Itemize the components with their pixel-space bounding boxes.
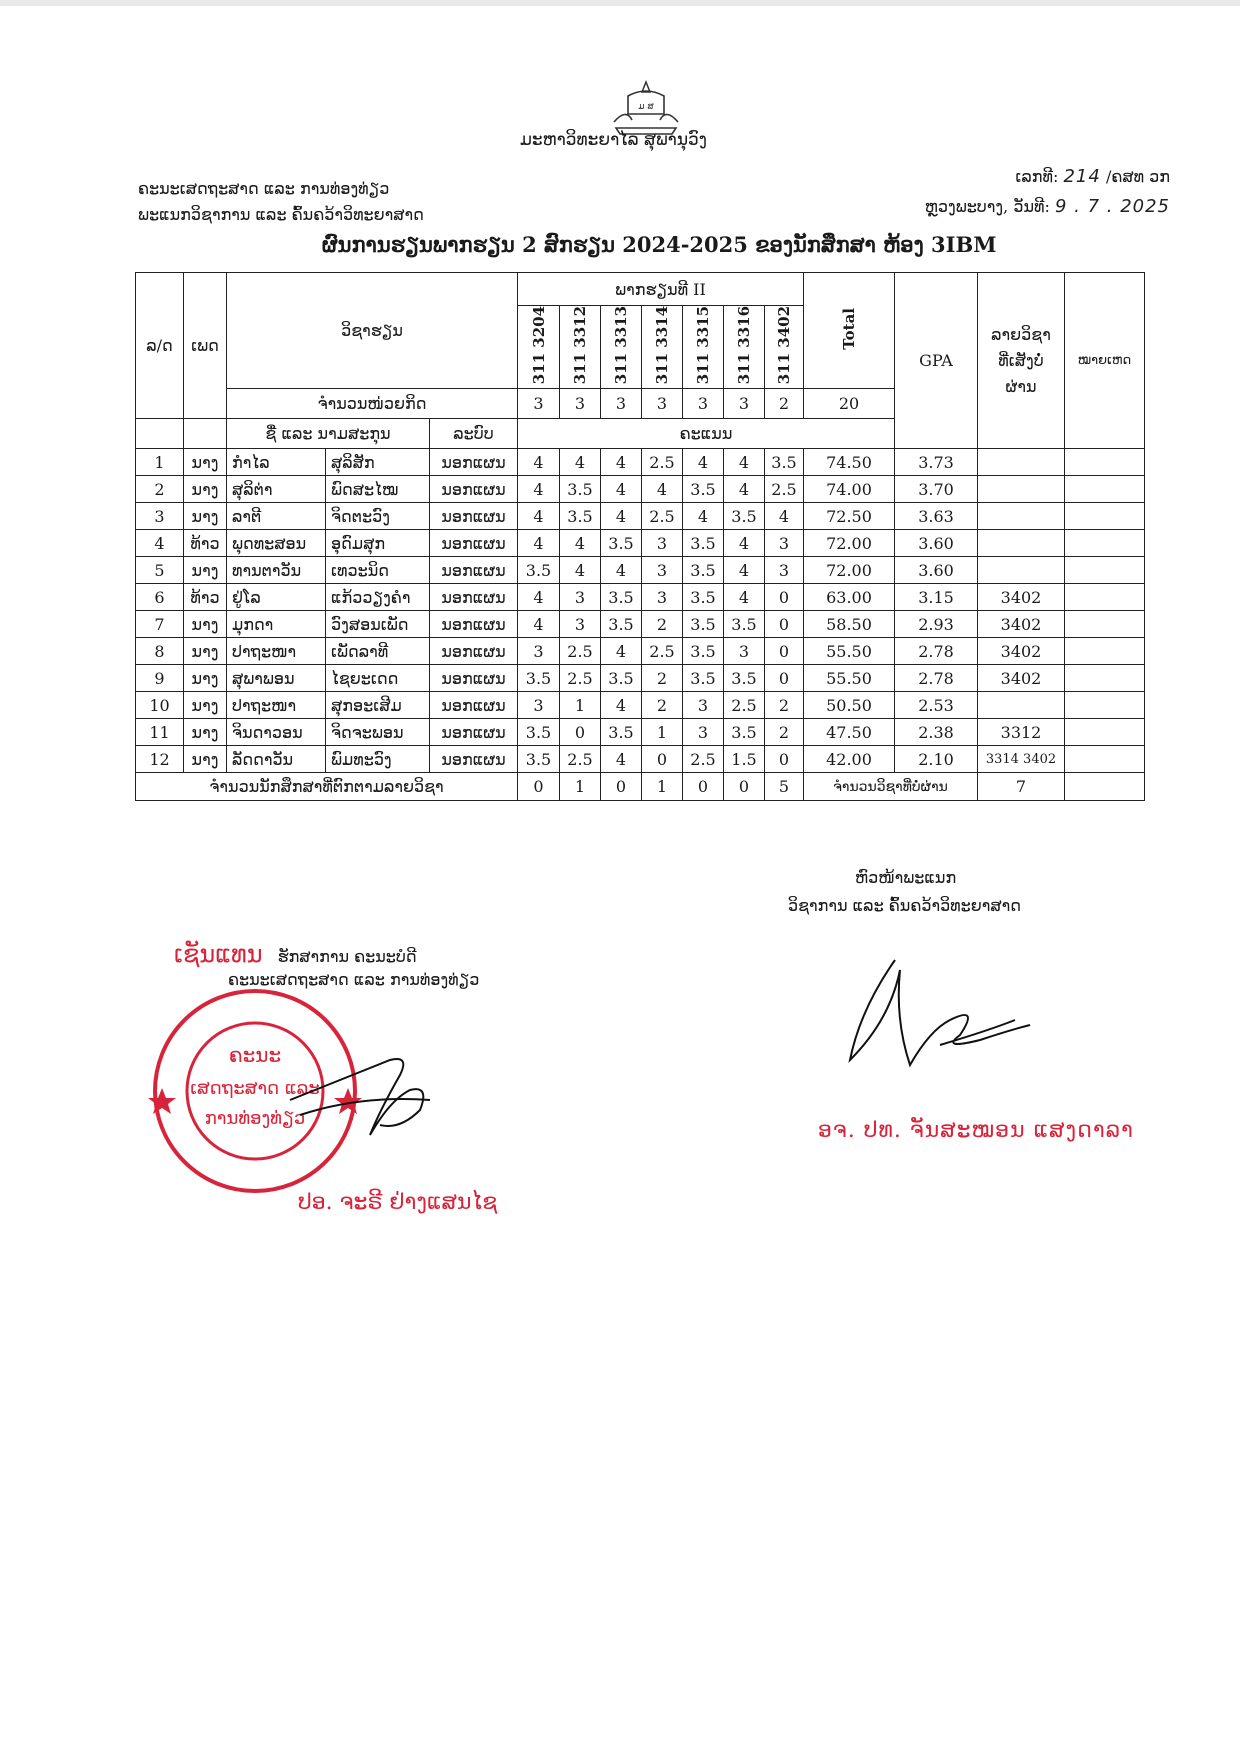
row-total: 72.00 bbox=[804, 557, 895, 584]
score-cell: 2.5 bbox=[560, 746, 601, 773]
row-remarks bbox=[1065, 530, 1145, 557]
scan-edge bbox=[0, 0, 1240, 6]
course-code: 311 3315 bbox=[694, 306, 712, 385]
row-remarks bbox=[1065, 746, 1145, 773]
row-gender: ນາງ bbox=[184, 449, 227, 476]
score-cell: 2 bbox=[642, 665, 683, 692]
row-gpa: 2.78 bbox=[895, 638, 978, 665]
failed-count-cell: 0 bbox=[601, 773, 642, 801]
row-gpa: 3.63 bbox=[895, 503, 978, 530]
score-cell: 3 bbox=[560, 584, 601, 611]
failed-count-cell: 0 bbox=[518, 773, 560, 801]
row-last-name: ເທວະນິດ bbox=[326, 557, 430, 584]
row-gender: ນາງ bbox=[184, 611, 227, 638]
score-cell: 2.5 bbox=[642, 503, 683, 530]
score-cell: 0 bbox=[765, 611, 804, 638]
row-remarks bbox=[1065, 611, 1145, 638]
row-system: ນອກແຜນ bbox=[430, 638, 518, 665]
gender-header: ເພດ bbox=[184, 273, 227, 419]
row-first-name: ສຸພາພອນ bbox=[227, 665, 326, 692]
score-cell: 4 bbox=[560, 449, 601, 476]
course-code: 311 3402 bbox=[775, 306, 793, 385]
row-last-name: ວົງສອນເພັດ bbox=[326, 611, 430, 638]
score-cell: 2.5 bbox=[560, 638, 601, 665]
semester-header: ພາກຮຽນທີ II bbox=[518, 273, 804, 306]
row-first-name: ພຸດທະສອນ bbox=[227, 530, 326, 557]
failed-count-label: ຈຳນວນນັກສຶກສາທີ່ຕົກຕາມລາຍວິຊາ bbox=[136, 773, 518, 801]
score-cell: 4 bbox=[601, 449, 642, 476]
footer-row bbox=[136, 773, 1145, 801]
subjects-header: ວິຊາຮຽນ bbox=[227, 273, 518, 389]
row-gender: ນາງ bbox=[184, 638, 227, 665]
row-system: ນອກແຜນ bbox=[430, 746, 518, 773]
score-cell: 4 bbox=[518, 449, 560, 476]
name-header: ຊື່ ແລະ ນາມສະກຸນ bbox=[227, 419, 430, 449]
score-cell: 3.5 bbox=[683, 557, 724, 584]
row-system: ນອກແຜນ bbox=[430, 719, 518, 746]
row-gpa: 3.73 bbox=[895, 449, 978, 476]
score-cell: 4 bbox=[518, 503, 560, 530]
ref-label: ເລກທີ: bbox=[1015, 167, 1059, 186]
table-row bbox=[136, 476, 1145, 503]
score-cell: 3.5 bbox=[683, 584, 724, 611]
score-cell: 3.5 bbox=[724, 665, 765, 692]
system-header: ລະບົບ bbox=[430, 419, 518, 449]
row-failed-codes: 3402 bbox=[978, 611, 1065, 638]
score-cell: 2 bbox=[642, 611, 683, 638]
score-cell: 2.5 bbox=[724, 692, 765, 719]
total-header bbox=[804, 273, 895, 389]
row-gender: ນາງ bbox=[184, 503, 227, 530]
row-system: ນອກແຜນ bbox=[430, 449, 518, 476]
credit-cell: 3 bbox=[724, 389, 765, 419]
row-last-name: ສຸລິສັກ bbox=[326, 449, 430, 476]
row-gender: ນາງ bbox=[184, 476, 227, 503]
score-cell: 0 bbox=[560, 719, 601, 746]
row-failed-codes bbox=[978, 692, 1065, 719]
remarks-header: ໝາຍເຫດ bbox=[1065, 273, 1145, 449]
row-first-name: ລັດດາວັນ bbox=[227, 746, 326, 773]
row-gender: ນາງ bbox=[184, 665, 227, 692]
row-no: 11 bbox=[136, 719, 184, 746]
ref-line bbox=[870, 162, 1170, 192]
score-cell: 3.5 bbox=[601, 665, 642, 692]
row-failed-codes bbox=[978, 503, 1065, 530]
row-no: 1 bbox=[136, 449, 184, 476]
date-value: 9 . 7 . 2025 bbox=[1054, 196, 1170, 217]
row-system: ນອກແຜນ bbox=[430, 557, 518, 584]
course-code: 311 3313 bbox=[612, 306, 630, 385]
score-cell: 3.5 bbox=[683, 638, 724, 665]
score-cell: 3.5 bbox=[518, 746, 560, 773]
row-no: 8 bbox=[136, 638, 184, 665]
row-last-name: ໄຊຍະເດດ bbox=[326, 665, 430, 692]
dept-sign-label: ວິຊາການ ແລະ ຄົ້ນຄວ້າວິທະຍາສາດ bbox=[788, 896, 1021, 915]
score-cell: 3.5 bbox=[560, 503, 601, 530]
course-code: 311 3314 bbox=[653, 306, 671, 385]
row-total: 63.00 bbox=[804, 584, 895, 611]
row-total: 55.50 bbox=[804, 665, 895, 692]
row-failed-codes: 3314 3402 bbox=[978, 746, 1065, 773]
row-gender: ນາງ bbox=[184, 692, 227, 719]
score-cell: 3.5 bbox=[683, 476, 724, 503]
score-cell: 0 bbox=[765, 665, 804, 692]
failed-count-cell: 1 bbox=[642, 773, 683, 801]
score-cell: 4 bbox=[642, 476, 683, 503]
row-remarks bbox=[1065, 584, 1145, 611]
ref-number: 214 bbox=[1063, 166, 1101, 187]
failed-subjects-label: ຈຳນວນວິຊາທີ່ບໍ່ຜ່ານ bbox=[804, 773, 978, 801]
failed-count-cell: 0 bbox=[683, 773, 724, 801]
score-cell: 0 bbox=[765, 638, 804, 665]
score-cell: 4 bbox=[601, 746, 642, 773]
score-cell: 4 bbox=[601, 503, 642, 530]
score-cell: 2.5 bbox=[560, 665, 601, 692]
behalf-role: ຮັກສາການ ຄະນະບໍດີ bbox=[277, 947, 417, 966]
row-gpa: 2.93 bbox=[895, 611, 978, 638]
row-failed-codes: 3312 bbox=[978, 719, 1065, 746]
row-no: 7 bbox=[136, 611, 184, 638]
score-cell: 3.5 bbox=[601, 530, 642, 557]
row-no: 5 bbox=[136, 557, 184, 584]
score-cell: 4 bbox=[683, 449, 724, 476]
score-cell: 4 bbox=[724, 449, 765, 476]
score-cell: 1 bbox=[642, 719, 683, 746]
behalf-faculty: ຄະນະເສດຖະສາດ ແລະ ການທ່ອງທ່ຽວ bbox=[228, 970, 480, 989]
score-cell: 2 bbox=[765, 719, 804, 746]
table-row bbox=[136, 746, 1145, 773]
stamp-line-1: ຄະນະ bbox=[228, 1043, 282, 1067]
score-cell: 4 bbox=[724, 557, 765, 584]
row-system: ນອກແຜນ bbox=[430, 503, 518, 530]
row-gender: ນາງ bbox=[184, 719, 227, 746]
row-last-name: ເພັດລາທີ bbox=[326, 638, 430, 665]
score-cell: 4 bbox=[765, 503, 804, 530]
row-remarks bbox=[1065, 692, 1145, 719]
row-last-name: ຈິດຕະວົງ bbox=[326, 503, 430, 530]
course-code: 311 3312 bbox=[571, 306, 589, 385]
score-cell: 3 bbox=[642, 557, 683, 584]
course-code: 311 3316 bbox=[735, 306, 753, 385]
stamp-line-2: ເສດຖະສາດ ແລະ bbox=[190, 1078, 320, 1099]
row-gpa: 3.70 bbox=[895, 476, 978, 503]
score-cell: 0 bbox=[642, 746, 683, 773]
row-gpa: 3.60 bbox=[895, 557, 978, 584]
row-total: 50.50 bbox=[804, 692, 895, 719]
table-row bbox=[136, 611, 1145, 638]
row-first-name: ປາຖະໜາ bbox=[227, 638, 326, 665]
row-total: 42.00 bbox=[804, 746, 895, 773]
score-cell: 3 bbox=[683, 692, 724, 719]
date-label: ຫຼວງພະບາງ, ວັນທີ: bbox=[924, 197, 1050, 216]
gpa-header: GPA bbox=[895, 273, 978, 449]
reference-block bbox=[870, 162, 1170, 222]
score-cell: 4 bbox=[518, 584, 560, 611]
row-gender: ນາງ bbox=[184, 557, 227, 584]
row-remarks bbox=[1065, 503, 1145, 530]
score-cell: 3.5 bbox=[518, 665, 560, 692]
course-code: 311 3204 bbox=[529, 306, 548, 385]
left-signature bbox=[280, 1040, 440, 1150]
row-no: 6 bbox=[136, 584, 184, 611]
course-code-cell bbox=[518, 306, 560, 389]
score-cell: 2.5 bbox=[642, 449, 683, 476]
row-failed-codes: 3402 bbox=[978, 665, 1065, 692]
credit-cell: 3 bbox=[642, 389, 683, 419]
behalf-red: ເຊັນແທນ bbox=[174, 940, 263, 968]
row-total: 58.50 bbox=[804, 611, 895, 638]
score-cell: 3 bbox=[683, 719, 724, 746]
row-last-name: ອຸດົມສຸກ bbox=[326, 530, 430, 557]
row-failed-codes bbox=[978, 557, 1065, 584]
row-first-name: ປາຖະໜາ bbox=[227, 692, 326, 719]
credit-cell: 3 bbox=[560, 389, 601, 419]
date-line bbox=[870, 192, 1170, 222]
row-gpa: 3.15 bbox=[895, 584, 978, 611]
score-cell: 4 bbox=[560, 557, 601, 584]
row-total: 72.00 bbox=[804, 530, 895, 557]
row-failed-codes bbox=[978, 449, 1065, 476]
score-cell: 4 bbox=[601, 557, 642, 584]
logo-text: ມ ສ bbox=[638, 102, 654, 112]
row-gpa: 2.53 bbox=[895, 692, 978, 719]
score-cell: 3.5 bbox=[683, 665, 724, 692]
score-cell: 4 bbox=[683, 503, 724, 530]
score-cell: 3 bbox=[642, 530, 683, 557]
ref-suffix: /ຄສທ ວກ bbox=[1105, 167, 1170, 186]
course-code-cell bbox=[724, 306, 765, 389]
row-no: 9 bbox=[136, 665, 184, 692]
university-logo bbox=[606, 78, 686, 136]
score-cell: 4 bbox=[724, 584, 765, 611]
row-remarks bbox=[1065, 719, 1145, 746]
row-no: 3 bbox=[136, 503, 184, 530]
score-cell: 3 bbox=[724, 638, 765, 665]
score-cell: 4 bbox=[518, 611, 560, 638]
footer-remarks bbox=[1065, 773, 1145, 801]
score-cell: 3.5 bbox=[601, 584, 642, 611]
faculty-line: ຄະນະເສດຖະສາດ ແລະ ການທ່ອງທ່ຽວ bbox=[138, 179, 390, 198]
left-signer-name: ປອ. ຈະຣີ ຢ່າງແສນໄຊ bbox=[298, 1190, 498, 1215]
table-row bbox=[136, 530, 1145, 557]
score-cell: 4 bbox=[601, 476, 642, 503]
credit-cell: 3 bbox=[683, 389, 724, 419]
score-cell: 1 bbox=[560, 692, 601, 719]
row-system: ນອກແຜນ bbox=[430, 476, 518, 503]
row-no: 2 bbox=[136, 476, 184, 503]
row-last-name: ພົມທະວົງ bbox=[326, 746, 430, 773]
course-code-cell bbox=[601, 306, 642, 389]
score-cell: 3.5 bbox=[518, 557, 560, 584]
score-cell: 3.5 bbox=[601, 719, 642, 746]
row-remarks bbox=[1065, 665, 1145, 692]
row-first-name: ທານຕາວັນ bbox=[227, 557, 326, 584]
row-remarks bbox=[1065, 557, 1145, 584]
score-cell: 3 bbox=[642, 584, 683, 611]
row-last-name: ຈິດຈະພອນ bbox=[326, 719, 430, 746]
score-cell: 0 bbox=[765, 746, 804, 773]
row-gpa: 3.60 bbox=[895, 530, 978, 557]
score-cell: 4 bbox=[601, 692, 642, 719]
row-remarks bbox=[1065, 476, 1145, 503]
row-failed-codes: 3402 bbox=[978, 584, 1065, 611]
scores-header: ຄະແນນ bbox=[518, 419, 895, 449]
failed-count-cell: 0 bbox=[724, 773, 765, 801]
score-cell: 3.5 bbox=[683, 611, 724, 638]
row-first-name: ຈິນດາວອນ bbox=[227, 719, 326, 746]
page-title: ຜົນການຮຽນພາກຮຽນ 2 ສົກຮຽນ 2024-2025 ຂອງນັກສຶກສາ ຫ້ອງ 3IBM bbox=[322, 232, 997, 257]
row-first-name: ມຸກດາ bbox=[227, 611, 326, 638]
total-credits: 20 bbox=[804, 389, 895, 419]
row-total: 74.50 bbox=[804, 449, 895, 476]
row-gpa: 2.10 bbox=[895, 746, 978, 773]
failed-codes-header bbox=[978, 273, 1065, 449]
score-cell: 3.5 bbox=[683, 530, 724, 557]
row-first-name: ລາຕີ bbox=[227, 503, 326, 530]
faculty-block bbox=[138, 176, 424, 228]
course-code-cell bbox=[683, 306, 724, 389]
score-cell: 4 bbox=[560, 530, 601, 557]
row-gpa: 2.38 bbox=[895, 719, 978, 746]
course-code-cell bbox=[642, 306, 683, 389]
no-header-cont bbox=[136, 419, 184, 449]
row-last-name: ແກ້ວວຽງຄຳ bbox=[326, 584, 430, 611]
stamp-line-3: ການທ່ອງທ່ຽວ bbox=[204, 1108, 306, 1129]
failed-count-cell: 1 bbox=[560, 773, 601, 801]
table-row bbox=[136, 449, 1145, 476]
score-cell: 3 bbox=[518, 692, 560, 719]
credit-cell: 3 bbox=[518, 389, 560, 419]
gender-header-cont bbox=[184, 419, 227, 449]
table-row bbox=[136, 584, 1145, 611]
right-signer-name: ອຈ. ປທ. ຈັນສະໝອນ ແສງດາລາ bbox=[818, 1118, 1134, 1143]
table-row bbox=[136, 719, 1145, 746]
score-cell: 4 bbox=[601, 638, 642, 665]
course-code-cell bbox=[765, 306, 804, 389]
row-first-name: ຢູ່ໂລ bbox=[227, 584, 326, 611]
row-system: ນອກແຜນ bbox=[430, 584, 518, 611]
score-cell: 3.5 bbox=[560, 476, 601, 503]
row-total: 72.50 bbox=[804, 503, 895, 530]
total-header-text: Total bbox=[840, 307, 858, 350]
row-remarks bbox=[1065, 449, 1145, 476]
table-row bbox=[136, 557, 1145, 584]
row-total: 74.00 bbox=[804, 476, 895, 503]
row-total: 47.50 bbox=[804, 719, 895, 746]
row-no: 10 bbox=[136, 692, 184, 719]
behalf-line bbox=[174, 940, 417, 968]
credit-cell: 3 bbox=[601, 389, 642, 419]
head-office-label: ຫົວໜ້າພະແນກ bbox=[855, 868, 957, 887]
table-row bbox=[136, 638, 1145, 665]
score-cell: 3.5 bbox=[765, 449, 804, 476]
row-system: ນອກແຜນ bbox=[430, 692, 518, 719]
score-cell: 4 bbox=[518, 476, 560, 503]
table-row bbox=[136, 692, 1145, 719]
row-first-name: ກຳໄລ bbox=[227, 449, 326, 476]
score-cell: 3.5 bbox=[724, 503, 765, 530]
failed-count-cell: 5 bbox=[765, 773, 804, 801]
score-cell: 4 bbox=[724, 530, 765, 557]
row-no: 12 bbox=[136, 746, 184, 773]
score-cell: 3 bbox=[765, 530, 804, 557]
row-gender: ນາງ bbox=[184, 746, 227, 773]
row-gender: ທ້າວ bbox=[184, 584, 227, 611]
university-name: ມະຫາວິທະຍາໄລ ສຸພານຸວົງ bbox=[520, 130, 707, 150]
row-total: 55.50 bbox=[804, 638, 895, 665]
row-failed-codes bbox=[978, 530, 1065, 557]
score-cell: 3.5 bbox=[724, 719, 765, 746]
score-cell: 3.5 bbox=[724, 611, 765, 638]
score-cell: 1.5 bbox=[724, 746, 765, 773]
right-signature bbox=[840, 950, 1040, 1080]
row-last-name: ສຸກອະເສີມ bbox=[326, 692, 430, 719]
score-cell: 2.5 bbox=[683, 746, 724, 773]
row-system: ນອກແຜນ bbox=[430, 665, 518, 692]
score-cell: 3.5 bbox=[601, 611, 642, 638]
table-row bbox=[136, 665, 1145, 692]
score-cell: 2.5 bbox=[642, 638, 683, 665]
department-line: ພະແນກວິຊາການ ແລະ ຄົ້ນຄວ້າວິທະຍາສາດ bbox=[138, 205, 424, 224]
score-cell: 3 bbox=[518, 638, 560, 665]
row-system: ນອກແຜນ bbox=[430, 611, 518, 638]
row-first-name: ສຸລິຕ່າ bbox=[227, 476, 326, 503]
row-last-name: ພົດສະໄໝ bbox=[326, 476, 430, 503]
score-cell: 2 bbox=[765, 692, 804, 719]
failed-subjects-value: 7 bbox=[978, 773, 1065, 801]
grades-table bbox=[135, 272, 1145, 801]
score-cell: 4 bbox=[518, 530, 560, 557]
row-system: ນອກແຜນ bbox=[430, 530, 518, 557]
row-failed-codes bbox=[978, 476, 1065, 503]
score-cell: 3 bbox=[765, 557, 804, 584]
score-cell: 4 bbox=[724, 476, 765, 503]
credit-cell: 2 bbox=[765, 389, 804, 419]
row-remarks bbox=[1065, 638, 1145, 665]
table-row bbox=[136, 503, 1145, 530]
row-gpa: 2.78 bbox=[895, 665, 978, 692]
failed-codes-header-text: ລາຍວິຊາທີ່ເສັງບໍ່ຜ່ານ bbox=[991, 324, 1051, 396]
score-cell: 2.5 bbox=[765, 476, 804, 503]
credits-label: ຈຳນວນໜ່ວຍກິດ bbox=[227, 389, 518, 419]
score-cell: 3 bbox=[560, 611, 601, 638]
no-header: ລ/ດ bbox=[136, 273, 184, 419]
course-code-cell bbox=[560, 306, 601, 389]
score-cell: 3.5 bbox=[518, 719, 560, 746]
row-gender: ທ້າວ bbox=[184, 530, 227, 557]
score-cell: 2 bbox=[642, 692, 683, 719]
score-cell: 0 bbox=[765, 584, 804, 611]
row-failed-codes: 3402 bbox=[978, 638, 1065, 665]
row-no: 4 bbox=[136, 530, 184, 557]
